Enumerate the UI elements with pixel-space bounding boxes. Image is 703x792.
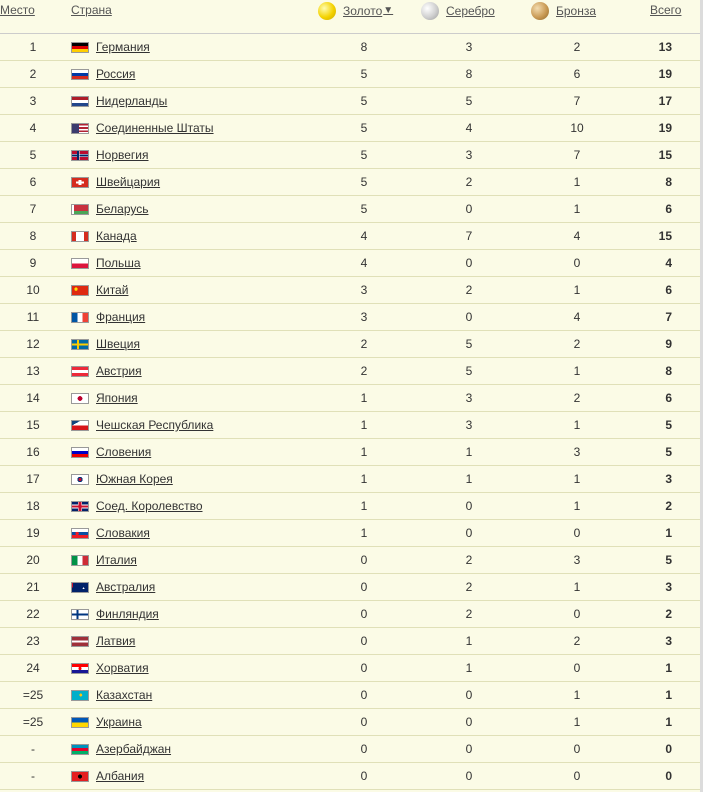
row-place: 1 (29, 40, 37, 54)
row-bronze: 1 (573, 499, 581, 513)
row-silver: 1 (465, 661, 473, 675)
country-link[interactable]: Франция (96, 310, 146, 324)
country-link[interactable]: Казахстан (96, 688, 153, 702)
table-row (0, 115, 700, 142)
table-row (0, 169, 700, 196)
row-silver: 0 (465, 256, 473, 270)
row-gold: 0 (360, 769, 368, 783)
row-gold: 3 (360, 283, 368, 297)
row-gold: 1 (360, 391, 368, 405)
row-gold: 0 (360, 553, 368, 567)
row-silver: 3 (465, 148, 473, 162)
row-bronze: 0 (573, 769, 581, 783)
row-place: 17 (26, 472, 40, 486)
row-silver: 8 (465, 67, 473, 81)
row-total: 19 (658, 121, 672, 135)
silver-medal-icon (421, 2, 439, 20)
ukraine-flag-icon (71, 717, 89, 728)
row-place: 10 (26, 283, 40, 297)
table-row (0, 520, 700, 547)
row-silver: 5 (465, 337, 473, 351)
row-place: 6 (29, 175, 37, 189)
row-place: 20 (26, 553, 40, 567)
row-bronze: 0 (573, 256, 581, 270)
header-place[interactable]: Место (0, 3, 35, 17)
table-body (0, 34, 700, 790)
country-link[interactable]: Южная Корея (96, 472, 173, 486)
row-total: 5 (665, 553, 672, 567)
row-place: 11 (26, 310, 40, 324)
row-gold: 1 (360, 472, 368, 486)
table-row (0, 61, 700, 88)
row-total: 6 (665, 283, 672, 297)
table-row (0, 250, 700, 277)
country-link[interactable]: Соединенные Штаты (96, 121, 214, 135)
country-link[interactable]: Канада (96, 229, 137, 243)
row-bronze: 3 (573, 445, 581, 459)
row-gold: 1 (360, 499, 368, 513)
poland-flag-icon (71, 258, 89, 269)
row-gold: 4 (360, 256, 368, 270)
row-gold: 0 (360, 688, 368, 702)
row-gold: 0 (360, 742, 368, 756)
row-total: 13 (658, 40, 672, 54)
czech-flag-icon (71, 420, 89, 431)
table-row (0, 358, 700, 385)
japan-flag-icon (71, 393, 89, 404)
row-total: 2 (665, 499, 672, 513)
row-place: 7 (29, 202, 37, 216)
table-row (0, 466, 700, 493)
row-place: 12 (26, 337, 40, 351)
australia-flag-icon (71, 582, 89, 593)
albania-flag-icon (71, 771, 89, 782)
row-bronze: 0 (573, 742, 581, 756)
row-place: =25 (22, 715, 44, 729)
header-gold-label: Золото (343, 4, 383, 18)
bronze-medal-icon (531, 2, 549, 20)
row-bronze: 1 (573, 364, 581, 378)
row-place: 4 (29, 121, 37, 135)
row-bronze: 0 (573, 607, 581, 621)
country-link[interactable]: Беларусь (96, 202, 149, 216)
row-place: 22 (26, 607, 40, 621)
header-gold[interactable] (318, 2, 393, 20)
row-bronze: 1 (573, 418, 581, 432)
table-row (0, 763, 700, 790)
table-row (0, 196, 700, 223)
country-link[interactable]: Соед. Королевство (96, 499, 203, 513)
row-bronze: 2 (573, 391, 581, 405)
row-bronze: 7 (573, 94, 581, 108)
slovenia-flag-icon (71, 447, 89, 458)
header-bronze-label: Бронза (556, 4, 597, 18)
row-bronze: 3 (573, 553, 581, 567)
row-place: 23 (26, 634, 40, 648)
south-korea-flag-icon (71, 474, 89, 485)
country-link[interactable]: Австрия (96, 364, 142, 378)
table-row (0, 304, 700, 331)
row-place: 5 (29, 148, 37, 162)
country-link[interactable]: Латвия (96, 634, 136, 648)
row-bronze: 0 (573, 526, 581, 540)
russia-flag-icon (71, 69, 89, 80)
country-link[interactable]: Словакия (96, 526, 150, 540)
row-silver: 0 (465, 499, 473, 513)
country-link[interactable]: Хорватия (96, 661, 149, 675)
row-gold: 0 (360, 607, 368, 621)
netherlands-flag-icon (71, 96, 89, 107)
table-row (0, 493, 700, 520)
header-silver-label: Серебро (446, 4, 495, 18)
country-link[interactable]: Италия (96, 553, 137, 567)
row-gold: 1 (360, 526, 368, 540)
row-bronze: 1 (573, 202, 581, 216)
row-place: 8 (29, 229, 37, 243)
sort-desc-icon: ▼ (383, 5, 394, 16)
row-place: 14 (26, 391, 40, 405)
row-total: 17 (658, 94, 672, 108)
row-silver: 2 (465, 283, 473, 297)
table-row (0, 547, 700, 574)
country-link[interactable]: Албания (96, 769, 145, 783)
table-row (0, 574, 700, 601)
row-bronze: 1 (573, 715, 581, 729)
finland-flag-icon (71, 609, 89, 620)
row-silver: 5 (465, 364, 473, 378)
row-bronze: 1 (573, 580, 581, 594)
table-row (0, 88, 700, 115)
latvia-flag-icon (71, 636, 89, 647)
row-gold: 5 (360, 148, 368, 162)
norway-flag-icon (71, 150, 89, 161)
row-total: 0 (665, 769, 672, 783)
row-total: 2 (665, 607, 672, 621)
header-total[interactable]: Всего (650, 3, 682, 17)
row-place: 16 (26, 445, 40, 459)
row-silver: 0 (465, 688, 473, 702)
row-total: 1 (665, 661, 672, 675)
row-total: 8 (665, 364, 672, 378)
country-link[interactable]: Словения (96, 445, 152, 459)
country-link[interactable]: Нидерланды (96, 94, 168, 108)
row-place: 3 (29, 94, 37, 108)
kazakhstan-flag-icon (71, 690, 89, 701)
country-link[interactable]: Китай (96, 283, 129, 297)
row-total: 3 (665, 634, 672, 648)
row-total: 4 (665, 256, 672, 270)
switzerland-flag-icon (71, 177, 89, 188)
gold-medal-icon (318, 2, 336, 20)
row-silver: 0 (465, 742, 473, 756)
header-bronze[interactable] (531, 2, 596, 20)
row-bronze: 1 (573, 175, 581, 189)
row-place: 9 (29, 256, 37, 270)
row-total: 8 (665, 175, 672, 189)
row-bronze: 2 (573, 40, 581, 54)
row-bronze: 2 (573, 634, 581, 648)
row-total: 6 (665, 202, 672, 216)
row-place: 2 (29, 67, 37, 81)
row-bronze: 10 (570, 121, 584, 135)
country-link[interactable]: Финляндия (96, 607, 159, 621)
belarus-flag-icon (71, 204, 89, 215)
row-total: 7 (665, 310, 672, 324)
canada-flag-icon (71, 231, 89, 242)
table-row (0, 385, 700, 412)
table-row (0, 655, 700, 682)
row-silver: 3 (465, 418, 473, 432)
row-place: 21 (26, 580, 40, 594)
row-silver: 5 (465, 94, 473, 108)
country-link[interactable]: Норвегия (96, 148, 149, 162)
table-row (0, 736, 700, 763)
table-row (0, 439, 700, 466)
country-link[interactable]: Польша (96, 256, 141, 270)
row-gold: 5 (360, 175, 368, 189)
sweden-flag-icon (71, 339, 89, 350)
row-silver: 0 (465, 715, 473, 729)
row-silver: 4 (465, 121, 473, 135)
row-gold: 5 (360, 121, 368, 135)
row-gold: 0 (360, 634, 368, 648)
row-total: 0 (665, 742, 672, 756)
table-row (0, 34, 700, 61)
row-silver: 1 (465, 472, 473, 486)
row-silver: 3 (465, 40, 473, 54)
table-row (0, 223, 700, 250)
row-total: 5 (665, 445, 672, 459)
row-total: 3 (665, 472, 672, 486)
row-silver: 3 (465, 391, 473, 405)
row-place: - (31, 769, 35, 783)
row-place: - (31, 742, 35, 756)
germany-flag-icon (71, 42, 89, 53)
uk-flag-icon (71, 501, 89, 512)
row-place: 24 (26, 661, 40, 675)
row-place: 18 (26, 499, 40, 513)
header-silver[interactable] (421, 2, 495, 20)
row-gold: 3 (360, 310, 368, 324)
row-silver: 2 (465, 175, 473, 189)
row-silver: 0 (465, 769, 473, 783)
row-silver: 0 (465, 202, 473, 216)
row-gold: 0 (360, 580, 368, 594)
row-gold: 2 (360, 337, 368, 351)
table-row (0, 628, 700, 655)
table-row (0, 709, 700, 736)
row-gold: 4 (360, 229, 368, 243)
row-total: 3 (665, 580, 672, 594)
row-gold: 2 (360, 364, 368, 378)
row-gold: 0 (360, 715, 368, 729)
table-row (0, 142, 700, 169)
row-gold: 1 (360, 445, 368, 459)
croatia-flag-icon (71, 663, 89, 674)
row-silver: 0 (465, 526, 473, 540)
header-country[interactable]: Страна (71, 3, 112, 17)
austria-flag-icon (71, 366, 89, 377)
table-row (0, 682, 700, 709)
row-total: 5 (665, 418, 672, 432)
row-silver: 1 (465, 634, 473, 648)
row-gold: 5 (360, 67, 368, 81)
country-link[interactable]: Япония (96, 391, 138, 405)
row-total: 1 (665, 715, 672, 729)
country-link[interactable]: Украина (96, 715, 142, 729)
table-row (0, 412, 700, 439)
row-gold: 0 (360, 661, 368, 675)
row-total: 1 (665, 526, 672, 540)
table-row (0, 601, 700, 628)
table-header (0, 0, 700, 34)
row-silver: 7 (465, 229, 473, 243)
row-total: 15 (658, 229, 672, 243)
row-silver: 0 (465, 310, 473, 324)
france-flag-icon (71, 312, 89, 323)
row-bronze: 1 (573, 688, 581, 702)
row-gold: 5 (360, 94, 368, 108)
table-row (0, 277, 700, 304)
row-bronze: 0 (573, 661, 581, 675)
azerbaijan-flag-icon (71, 744, 89, 755)
row-total: 9 (665, 337, 672, 351)
row-bronze: 7 (573, 148, 581, 162)
row-place: 19 (26, 526, 40, 540)
country-link[interactable]: Швеция (96, 337, 140, 351)
row-bronze: 2 (573, 337, 581, 351)
country-link[interactable]: Швейцария (96, 175, 161, 189)
italy-flag-icon (71, 555, 89, 566)
row-silver: 2 (465, 607, 473, 621)
country-link[interactable]: Россия (96, 67, 136, 81)
row-bronze: 4 (573, 310, 581, 324)
row-total: 19 (658, 67, 672, 81)
row-silver: 2 (465, 553, 473, 567)
row-total: 15 (658, 148, 672, 162)
china-flag-icon (71, 285, 89, 296)
row-bronze: 1 (573, 283, 581, 297)
table-row (0, 331, 700, 358)
row-gold: 8 (360, 40, 368, 54)
country-link[interactable]: Азербайджан (96, 742, 172, 756)
row-silver: 1 (465, 445, 473, 459)
row-place: 13 (26, 364, 40, 378)
row-bronze: 1 (573, 472, 581, 486)
row-place: 15 (26, 418, 40, 432)
row-bronze: 6 (573, 67, 581, 81)
country-link[interactable]: Австралия (96, 580, 156, 594)
row-bronze: 4 (573, 229, 581, 243)
usa-flag-icon (71, 123, 89, 134)
row-silver: 2 (465, 580, 473, 594)
row-place: =25 (22, 688, 44, 702)
row-gold: 5 (360, 202, 368, 216)
country-link[interactable]: Германия (96, 40, 150, 54)
row-total: 6 (665, 391, 672, 405)
country-link[interactable]: Чешская Республика (96, 418, 214, 432)
row-total: 1 (665, 688, 672, 702)
row-gold: 1 (360, 418, 368, 432)
slovakia-flag-icon (71, 528, 89, 539)
